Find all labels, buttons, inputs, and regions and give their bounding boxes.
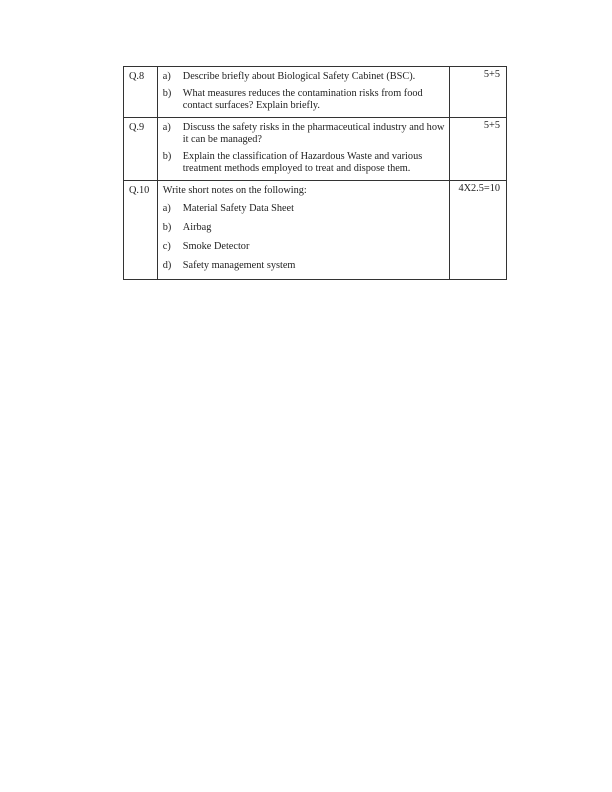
part-text: Smoke Detector — [182, 241, 250, 252]
part-text: Discuss the safety risks in the pharmaceutical industry and how it can be managed? — [182, 122, 445, 145]
question-body — [157, 67, 449, 118]
question-part — [163, 88, 449, 112]
part-label: b) — [162, 88, 172, 99]
question-part — [163, 260, 449, 272]
part-label: d) — [162, 260, 172, 271]
question-body — [157, 181, 449, 280]
question-part — [163, 151, 449, 175]
part-text: Explain the classification of Hazardous Waste and various treatment methods employed to treat and dispose them. — [182, 151, 423, 174]
part-label: b) — [162, 222, 172, 233]
question-number: Q.9 — [124, 118, 158, 181]
part-label: c) — [162, 241, 171, 252]
part-label: a) — [162, 122, 171, 133]
question-row-8 — [124, 67, 507, 118]
part-text: Safety management system — [182, 260, 296, 271]
question-number: Q.10 — [124, 181, 158, 280]
question-row-10 — [124, 181, 507, 280]
question-part — [163, 71, 449, 83]
part-text: Material Safety Data Sheet — [182, 203, 294, 214]
question-part — [163, 222, 449, 234]
question-row-9 — [124, 118, 507, 181]
part-label: a) — [162, 203, 171, 214]
question-part — [163, 203, 449, 215]
marks: 4X2.5=10 — [449, 181, 506, 280]
part-text: Describe briefly about Biological Safety Cabinet (BSC). — [182, 71, 416, 82]
part-text: Airbag — [182, 222, 212, 233]
question-table — [123, 66, 507, 280]
question-part — [163, 122, 449, 146]
marks: 5+5 — [449, 67, 506, 118]
part-label: b) — [162, 151, 172, 162]
part-text: What measures reduces the contamination risks from food contact surfaces? Explain briefly. — [182, 88, 423, 111]
part-label: a) — [162, 71, 171, 82]
question-number: Q.8 — [124, 67, 158, 118]
question-intro: Write short notes on the following: — [162, 185, 307, 196]
question-part — [163, 241, 449, 253]
question-body — [157, 118, 449, 181]
marks: 5+5 — [449, 118, 506, 181]
